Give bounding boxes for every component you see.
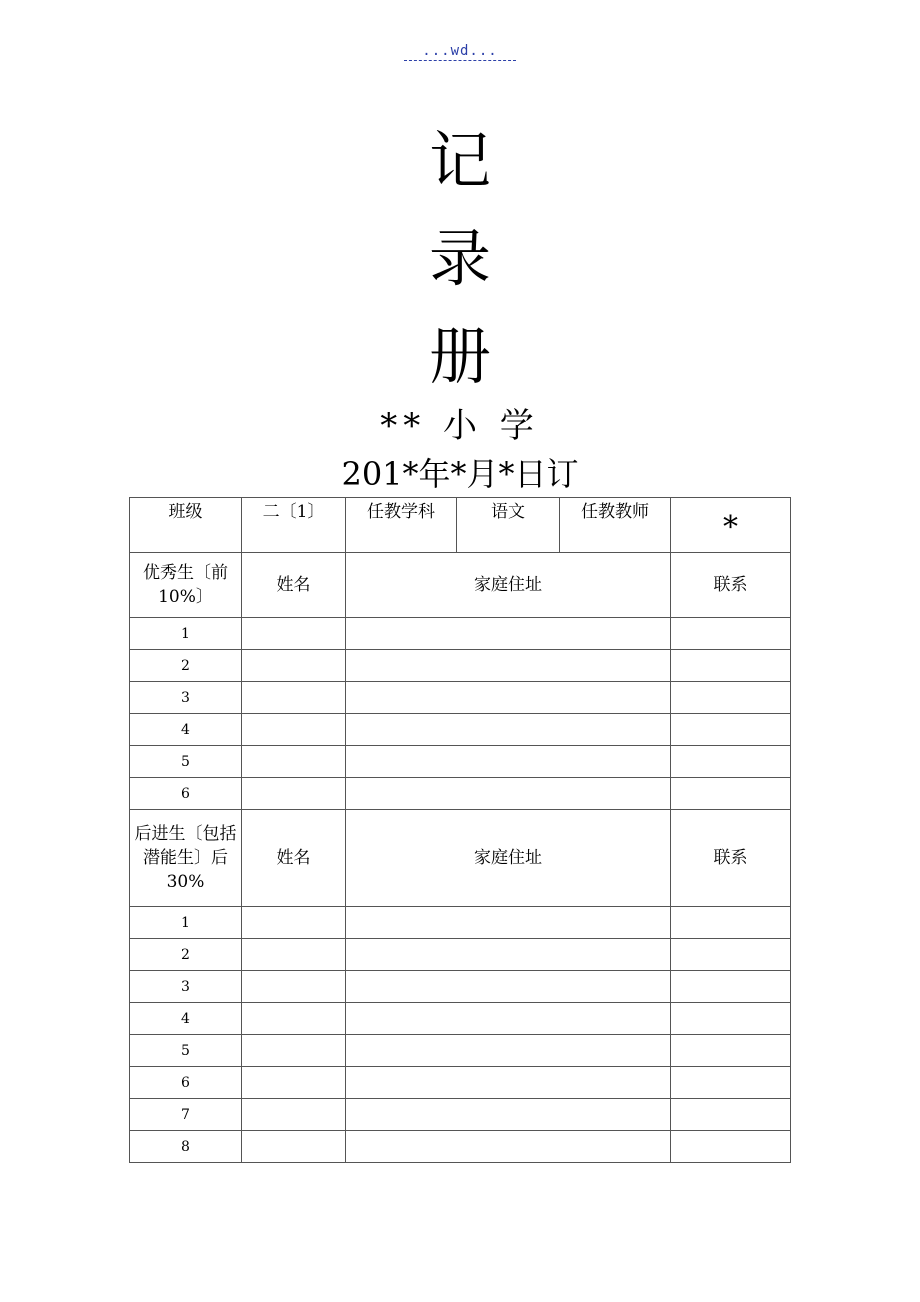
teacher-value: * [671, 498, 791, 553]
backward-row-number: 6 [130, 1067, 242, 1099]
teacher-label: 任教教师 [560, 498, 671, 553]
excellent-name-cell [242, 618, 346, 650]
excellent-contact-cell [671, 778, 791, 810]
class-label: 班级 [130, 498, 242, 553]
backward-name-cell [242, 907, 346, 939]
info-row [130, 498, 791, 553]
subject-label: 任教学科 [346, 498, 457, 553]
excellent-name-cell [242, 650, 346, 682]
backward-section-label: 后进生〔包括潜能生〕后30% [130, 810, 242, 907]
backward-row [130, 1035, 791, 1067]
excellent-address-cell [346, 650, 671, 682]
backward-contact-cell [671, 1067, 791, 1099]
backward-contact-cell [671, 1003, 791, 1035]
backward-row [130, 1131, 791, 1163]
backward-row-number: 3 [130, 971, 242, 1003]
excellent-row-number: 1 [130, 618, 242, 650]
excellent-row-number: 6 [130, 778, 242, 810]
issue-date: 201*年*月*日订 [341, 455, 579, 493]
backward-row [130, 1067, 791, 1099]
backward-name-cell [242, 1067, 346, 1099]
backward-contact-cell [671, 1131, 791, 1163]
backward-name-cell [242, 939, 346, 971]
backward-rows [130, 907, 791, 1163]
backward-name-cell [242, 1131, 346, 1163]
backward-row-number: 1 [130, 907, 242, 939]
excellent-name-header: 姓名 [242, 553, 346, 618]
excellent-address-cell [346, 714, 671, 746]
excellent-row [130, 618, 791, 650]
excellent-name-cell [242, 746, 346, 778]
class-value: 二〔1〕 [242, 498, 346, 553]
backward-address-header: 家庭住址 [346, 810, 671, 907]
excellent-row [130, 778, 791, 810]
backward-contact-cell [671, 907, 791, 939]
excellent-contact-cell [671, 618, 791, 650]
backward-address-cell [346, 1035, 671, 1067]
backward-address-cell [346, 939, 671, 971]
excellent-contact-cell [671, 746, 791, 778]
backward-row [130, 939, 791, 971]
backward-row [130, 971, 791, 1003]
backward-name-cell [242, 971, 346, 1003]
title-char-2: 录 [428, 222, 491, 295]
excellent-name-cell [242, 714, 346, 746]
excellent-section-label: 优秀生〔前10%〕 [130, 553, 242, 618]
excellent-row [130, 650, 791, 682]
excellent-address-cell [346, 682, 671, 714]
excellent-contact-cell [671, 714, 791, 746]
backward-contact-header: 联系 [671, 810, 791, 907]
backward-contact-cell [671, 1099, 791, 1131]
excellent-row-number: 2 [130, 650, 242, 682]
backward-row-number: 7 [130, 1099, 242, 1131]
excellent-contact-header: 联系 [671, 553, 791, 618]
title-char-1: 记 [428, 124, 491, 197]
excellent-address-cell [346, 746, 671, 778]
backward-contact-cell [671, 971, 791, 1003]
backward-row [130, 1003, 791, 1035]
excellent-address-cell [346, 618, 671, 650]
backward-row [130, 907, 791, 939]
excellent-address-cell [346, 778, 671, 810]
backward-name-cell [242, 1035, 346, 1067]
excellent-name-cell [242, 682, 346, 714]
backward-row [130, 1099, 791, 1131]
excellent-row-number: 3 [130, 682, 242, 714]
backward-contact-cell [671, 1035, 791, 1067]
backward-address-cell [346, 971, 671, 1003]
backward-row-number: 8 [130, 1131, 242, 1163]
backward-row-number: 2 [130, 939, 242, 971]
excellent-row-number: 5 [130, 746, 242, 778]
backward-name-cell [242, 1099, 346, 1131]
backward-address-cell [346, 1131, 671, 1163]
excellent-contact-cell [671, 650, 791, 682]
excellent-row [130, 746, 791, 778]
backward-row-number: 5 [130, 1035, 242, 1067]
excellent-row [130, 714, 791, 746]
school-name: ** 小 学 [380, 406, 540, 446]
backward-contact-cell [671, 939, 791, 971]
header-mark: ...wd... [404, 42, 516, 61]
excellent-address-header: 家庭住址 [346, 553, 671, 618]
excellent-contact-cell [671, 682, 791, 714]
backward-name-cell [242, 1003, 346, 1035]
backward-address-cell [346, 1003, 671, 1035]
backward-address-cell [346, 907, 671, 939]
backward-address-cell [346, 1067, 671, 1099]
excellent-rows [130, 618, 791, 810]
backward-row-number: 4 [130, 1003, 242, 1035]
backward-header-row [130, 810, 791, 907]
subject-value: 语文 [457, 498, 560, 553]
backward-name-header: 姓名 [242, 810, 346, 907]
record-table [129, 497, 791, 1163]
excellent-name-cell [242, 778, 346, 810]
excellent-row-number: 4 [130, 714, 242, 746]
title-char-3: 册 [428, 320, 491, 393]
excellent-row [130, 682, 791, 714]
excellent-header-row [130, 553, 791, 618]
backward-address-cell [346, 1099, 671, 1131]
